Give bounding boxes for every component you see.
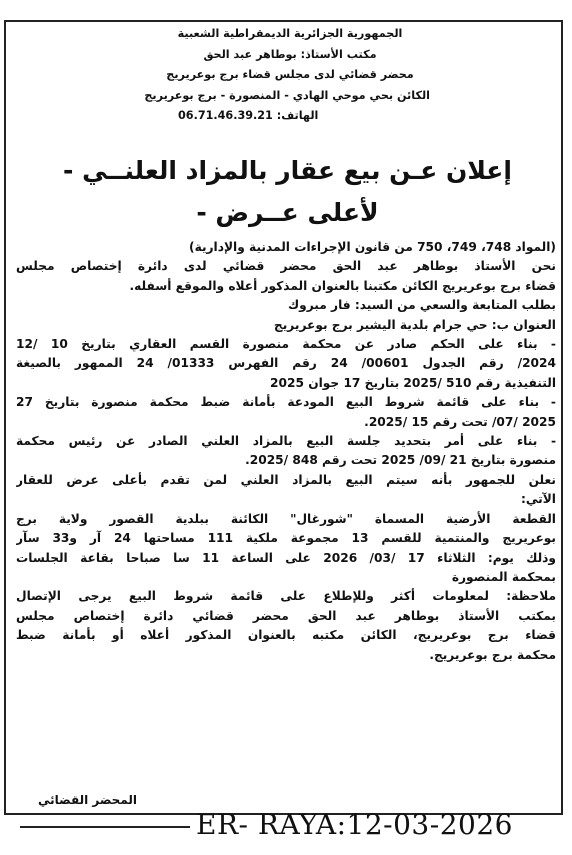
- title-line-2: لأعلى عــرض -: [196, 198, 379, 227]
- header-phone: الهاتف: 06.71.46.39.21: [178, 109, 319, 122]
- body-line: بمحكمة المنصورة: [451, 569, 556, 584]
- note-line: محكمة برج بوعريريج.: [429, 647, 556, 662]
- office-header: [144, 24, 430, 127]
- body-line: 2024/ رقم الجدول 00601/ 24 رقم الفهرس 01333/ 24 الممهور بالصيغة: [16, 356, 556, 371]
- body-line: بوعريريج والمنتمية للقسم 13 مجموعة ملكية 111 مساحتها 24 آر و33 سآر: [16, 531, 556, 546]
- signature-label: المحضر القضائي: [37, 793, 137, 807]
- body-line: قضاء برج بوعريريج الكائن مكتبنا بالعنوان المذكور أعلاه والموقع أسفله.: [129, 278, 556, 293]
- body-line: منصورة بتاريخ 21 /09/ 2025 تحت رقم 848 /2025.: [245, 453, 556, 468]
- header-line-bailiff: محضر قضائي لدى مجلس قضاء برج بوعريريج: [166, 68, 414, 81]
- body-line: التنفيذية رقم 510 /2025 بتاريخ 17 جوان 2025: [270, 375, 556, 390]
- body-line: نحن الأستاذ بوطاهر عبد الحق محضر قضائي لدى دائرة إختصاص مجلس: [16, 259, 556, 274]
- publication-footer: ER- RAYA:12-03-2026: [196, 808, 513, 841]
- body-line: الآتي:: [520, 492, 556, 507]
- header-line-office: مكتب الأستاذ: بوطاهر عبد الحق: [203, 47, 377, 61]
- body-line: بطلب المتابعة والسعي من السيد: فار مبروك: [287, 298, 556, 313]
- body-line: القطعة الأرضية المسماة "شورغال" الكائنة ببلدية القصور ولاية برج: [16, 511, 556, 526]
- body-line: - بناء على أمر بتحديد جلسة البيع بالمزاد العلني الصادر عن رئيس محكمة: [16, 434, 556, 449]
- header-line-address: الكائن بحي موحي الهادي - المنصورة - برج بوعريريج: [144, 88, 430, 102]
- body-line: وذلك يوم: الثلاثاء 17 /03/ 2026 على الساعة 11 سا صباحا بقاعة الجلسات: [16, 550, 556, 565]
- body-line: العنوان ب: حي جرام بلدية اليشير برج بوعريريج: [273, 317, 556, 332]
- note-line: بمكتب الأستاذ بوطاهر عبد الحق محضر قضائي دائرة إختصاص مجلس: [16, 608, 556, 623]
- body-line: - بناء على قائمة شروط البيع المودعة بأمانة ضبط محكمة منصورة بتاريخ 27: [16, 395, 556, 410]
- title-line-1: إعلان عـن بيع عقار بالمزاد العلنــي -: [63, 156, 512, 185]
- body-line: - بناء على الحكم صادر عن محكمة منصورة القسم العقاري بتاريخ 10 /12: [16, 337, 556, 352]
- note-line: قضاء برج بوعريريج، الكائن مكتبه بالعنوان المذكور أعلاه أو بأمانة ضبط: [16, 628, 556, 643]
- header-line-republic: الجمهورية الجزائرية الديمقراطية الشعبية: [177, 27, 403, 40]
- announcement-title: [30, 150, 545, 234]
- body-line: 2025 /07/ تحت رقم 15 /2025.: [364, 414, 556, 429]
- note-line: ملاحظة: لمعلومات أكثر وللإطلاع على قائمة شروط البيع يرجى الإتصال: [16, 589, 556, 604]
- announcement-body: [16, 238, 556, 665]
- footer-rule: [20, 826, 190, 828]
- legal-articles: (المواد 748، 749، 750 من قانون الإجراءات المدنية والإدارية): [189, 240, 556, 254]
- body-line: نعلن للجمهور بأنه سيتم البيع بالمزاد العلني لمن تقدم بأعلى عرض للعقار: [16, 472, 556, 487]
